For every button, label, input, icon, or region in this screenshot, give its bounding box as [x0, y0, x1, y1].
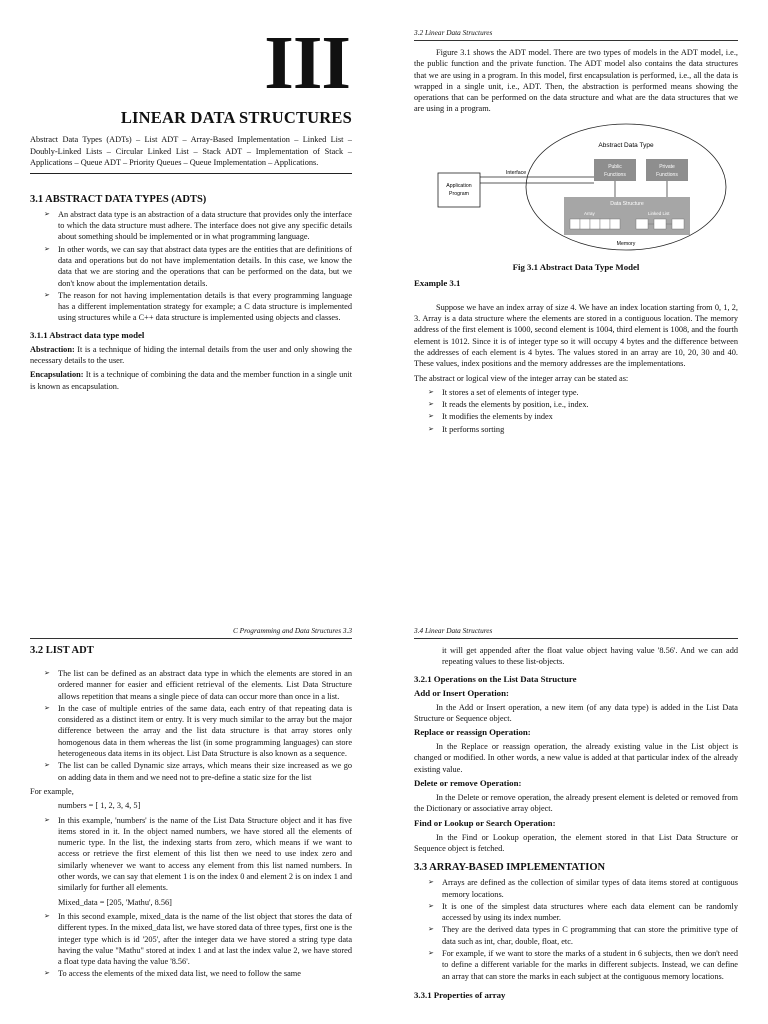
example-heading: Example 3.1	[414, 277, 461, 288]
array-label: Array	[584, 210, 595, 216]
example-paragraph: Suppose we have an index array of size 4. We have an index location starting from 0, 1, 2, 3. Array is a data structure where the elements are stored in a contiguous location. The memory address of the first element is 1000, second element is 1004, third element is 1008, and the fourth element is 1012. Since it is of integer type so it will occupy 4 bytes and the difference between the addresses of each element is 4 bytes. The values stored in an array are 10, 20, 30 and 40. These values, index positions and the memory addresses are the implementations.	[414, 302, 738, 369]
running-head: 3.4 Linear Data Structures	[414, 626, 738, 639]
subheading-adt-model: 3.1.1 Abstract data type model	[30, 329, 145, 340]
list-item: ➢ In this example, 'numbers' is the name of the List Data Structure object and it has five items stored in it. In the object named numbers, we have stored all the elements of numeric type. In the list, the indexing starts from zero, which means if we want to access or retrieve the first element of this list then we need to use index zero and similarly whenever we want to access any element from this list named numbers. In other words, we can say that element 1 is on the index 0 and element 2 is on index 1 and similarly for further all elements.	[44, 815, 352, 893]
list-item: ➢ In this second example, mixed_data is the name of the list object that stores the data of different types. In the mixed_data list, we have stored data of three types, first one is the integer type which is id '205', after the integer data we have stored a string type data having the value "Mathu" stored at index 1 and at last the index value 2, we have stored a float type data having the value '8.56'.	[44, 911, 352, 967]
find-operation-text: In the Find or Lookup operation, the element stored in that List Data Structure or Sequence object is fetched.	[414, 832, 738, 853]
arrow-bullet-icon: ➢	[428, 949, 434, 958]
arrow-bullet-icon: ➢	[428, 387, 434, 396]
arrow-bullet-icon: ➢	[44, 290, 50, 299]
arrow-bullet-icon: ➢	[428, 901, 434, 910]
arrow-bullet-icon: ➢	[44, 244, 50, 253]
arrow-bullet-icon: ➢	[44, 815, 50, 824]
interface-label: Interface	[505, 169, 527, 176]
page-top-right	[414, 28, 738, 608]
arrow-bullet-icon: ➢	[428, 400, 434, 409]
public-label-1: Public	[608, 163, 622, 170]
section-heading-list-adt: 3.2 LIST ADT	[30, 645, 94, 656]
memory-label: Memory	[616, 240, 636, 247]
operations-heading: 3.2.1 Operations on the List Data Structure	[414, 673, 577, 684]
app-label-2: Program	[449, 190, 469, 197]
arrow-bullet-icon: ➢	[428, 925, 434, 934]
list-item: ➢ The list can be defined as an abstract data type in which the elements are stored in an ordered manner for easier and efficient retrieval of the elements. List Data Structure allows repetition that means a single piece of data can occur more than once in a list.	[44, 669, 352, 701]
array-cell	[570, 219, 580, 229]
arrow-bullet-icon: ➢	[44, 703, 50, 712]
code-numbers: numbers = [ 1, 2, 3, 4, 5]	[58, 801, 141, 811]
logical-view-paragraph: The abstract or logical view of the integer array can be stated as:	[414, 373, 629, 383]
list-item: ➢ For example, if we want to store the marks of a student in 6 subjects, then we don't need to define a different variable for the marks in different subjects. Instead, we can define an array that can store the marks in each subject at the contiguous memory locations.	[428, 949, 738, 981]
app-program-box	[438, 173, 480, 207]
list-item: ➢ It reads the elements by position, i.e., index.	[428, 400, 589, 410]
page-top-left	[30, 22, 352, 602]
arrow-bullet-icon: ➢	[44, 209, 50, 218]
adt-bullet-list	[30, 209, 352, 324]
array-cell	[600, 219, 610, 229]
arrow-bullet-icon: ➢	[428, 412, 434, 421]
adt-label: Abstract Data Type	[598, 141, 654, 149]
array-bullets	[414, 877, 738, 982]
list-item: ➢ An abstract data type is an abstraction of a data structure that provides only the interface to which the data structure must adhere. The interface does not give any specific details about something should be implemented or in what programming language.	[44, 209, 352, 242]
properties-heading: 3.3.1 Properties of array	[414, 989, 506, 1000]
ds-label: Data Structure	[610, 200, 644, 207]
list-item: ➢ It modifies the elements by index	[428, 412, 553, 422]
continued-paragraph: it will get appended after the float value object having value '8.56'. And we can add repeating values to these list-objects.	[442, 646, 738, 667]
replace-operation-label: Replace or reassign Operation:	[414, 727, 531, 738]
numbers-explanation	[30, 815, 352, 894]
arrow-bullet-icon: ➢	[428, 424, 434, 433]
list-item: ➢ It stores a set of elements of integer type.	[428, 387, 579, 397]
list-item: ➢ The list can be called Dynamic size arrays, which means their size increased as we go on adding data in them and we need not to pre-define a static size for the list	[44, 761, 352, 782]
public-label-2: Functions	[604, 171, 626, 178]
list-item: ➢ It is one of the simplest data structures where each data element can be randomly accessed by using its index number.	[428, 901, 738, 923]
running-head: 3.2 Linear Data Structures	[414, 28, 738, 41]
add-operation-label: Add or Insert Operation:	[414, 687, 509, 698]
for-example-label: For example,	[30, 786, 74, 796]
linked-list-label: Linked List	[648, 210, 670, 216]
figure-caption: Fig 3.1 Abstract Data Type Model	[512, 261, 640, 272]
delete-operation-label: Delete or remove Operation:	[414, 778, 522, 789]
abstraction-paragraph: Abstraction: It is a technique of hiding the internal details from the user and only showing the necessary details to the user.	[30, 344, 352, 366]
adt-model-figure	[414, 121, 738, 258]
list-item: ➢ The reason for not having implementation details is that every programming language has a different implementation strategy for example; a C data structure is implemented using structures while a C++ data structure is implemented using objects and classes.	[44, 290, 352, 323]
mixed-data-explanation	[30, 911, 352, 980]
list-item: ➢ In the case of multiple entries of the same data, each entry of that repeating data is considered as a distinct item or entry. It is very much similar to the array but the major difference between the array and the list data structure is that array stores only homogenous data in them whereas the list (in some programming languages) can store heterogeneous data items in its object. List Data Structure is also known as a sequence.	[44, 703, 352, 759]
array-cell	[610, 219, 620, 229]
linked-list-node	[636, 219, 648, 229]
list-item: ➢ They are the derived data types in C programming that can store the primitive type of data such as int, char, double, float, etc.	[428, 925, 738, 946]
app-label-1: Application	[446, 182, 472, 189]
arrow-bullet-icon: ➢	[44, 911, 50, 920]
logical-view-list	[414, 387, 738, 435]
linked-list-node	[654, 219, 666, 229]
delete-operation-text: In the Delete or remove operation, the already present element is deleted or removed from the Dictionary or associative array object.	[414, 793, 738, 814]
page-bottom-right	[414, 626, 738, 1024]
replace-operation-text: In the Replace or reassign operation, the already existing value in the List object is changed or modified. In other words, a new value is added at that particular index of the already existing value.	[414, 742, 738, 774]
array-implementation-heading: 3.3 ARRAY-BASED IMPLEMENTATION	[414, 862, 606, 874]
add-operation-text: In the Add or Insert operation, a new item (of any data type) is added in the List Data Structure or Sequence object.	[414, 702, 738, 723]
arrow-bullet-icon: ➢	[44, 761, 50, 770]
list-item: ➢ To access the elements of the mixed data list, we need to follow the same	[44, 969, 301, 979]
page-bottom-left	[30, 626, 352, 1024]
adt-diagram	[414, 121, 738, 253]
list-item: ➢ Arrays are defined as the collection of similar types of data items stored at contiguous memory locations.	[428, 878, 738, 899]
chapter-title: LINEAR DATA STRUCTURES	[120, 108, 352, 127]
list-item: ➢ It performs sorting	[428, 424, 505, 434]
chapter-topics: Abstract Data Types (ADTs) – List ADT – Array-Based Implementation – Linked List – Doubly-Linked Lists – Circular Linked List – Stack ADT – Implementation of Stack – Applications – Queue ADT – Priority Queues – Queue Implementation – Applications.	[30, 134, 352, 174]
private-label-2: Functions	[656, 171, 678, 178]
adt-model-intro: Figure 3.1 shows the ADT model. There are two types of models in the ADT model, i.e., the public function and the private function. The ADT model also contains the data structures that we are using in a program. In this model, first encapsulation is performed, i.e., all the data is wrapped in a single unit, i.e., ADT. Then, the abstraction is performed means showing the operations that can be performed on the data structure and what are the data structures that we are using in a program.	[414, 48, 738, 114]
array-cell	[590, 219, 600, 229]
arrow-bullet-icon: ➢	[44, 969, 50, 978]
linked-list-node	[672, 219, 684, 229]
find-operation-label: Find or Lookup or Search Operation:	[414, 817, 556, 828]
encapsulation-paragraph: Encapsulation: It is a technique of combining the data and the member function in a single unit is known as encapsulation.	[30, 370, 352, 391]
running-head: C Programming and Data Structures 3.3	[30, 626, 352, 639]
section-heading-adt: 3.1 ABSTRACT DATA TYPES (ADTS)	[30, 193, 207, 205]
arrow-bullet-icon: ➢	[44, 669, 50, 677]
code-mixed-data: Mixed_data = [205, 'Mathu', 8.56]	[58, 897, 172, 907]
list-item: ➢ In other words, we can say that abstract data types are the entities that are definitions of data and operations but do not have implementation details. In this case, we know the data that we are storing and the operations that can be performed on the data, but we don't know about the implementation details.	[44, 244, 352, 288]
list-adt-bullets	[30, 668, 352, 783]
arrow-bullet-icon: ➢	[428, 878, 434, 887]
private-label-1: Private	[659, 163, 675, 170]
array-cell	[580, 219, 590, 229]
chapter-number: III	[264, 22, 350, 105]
